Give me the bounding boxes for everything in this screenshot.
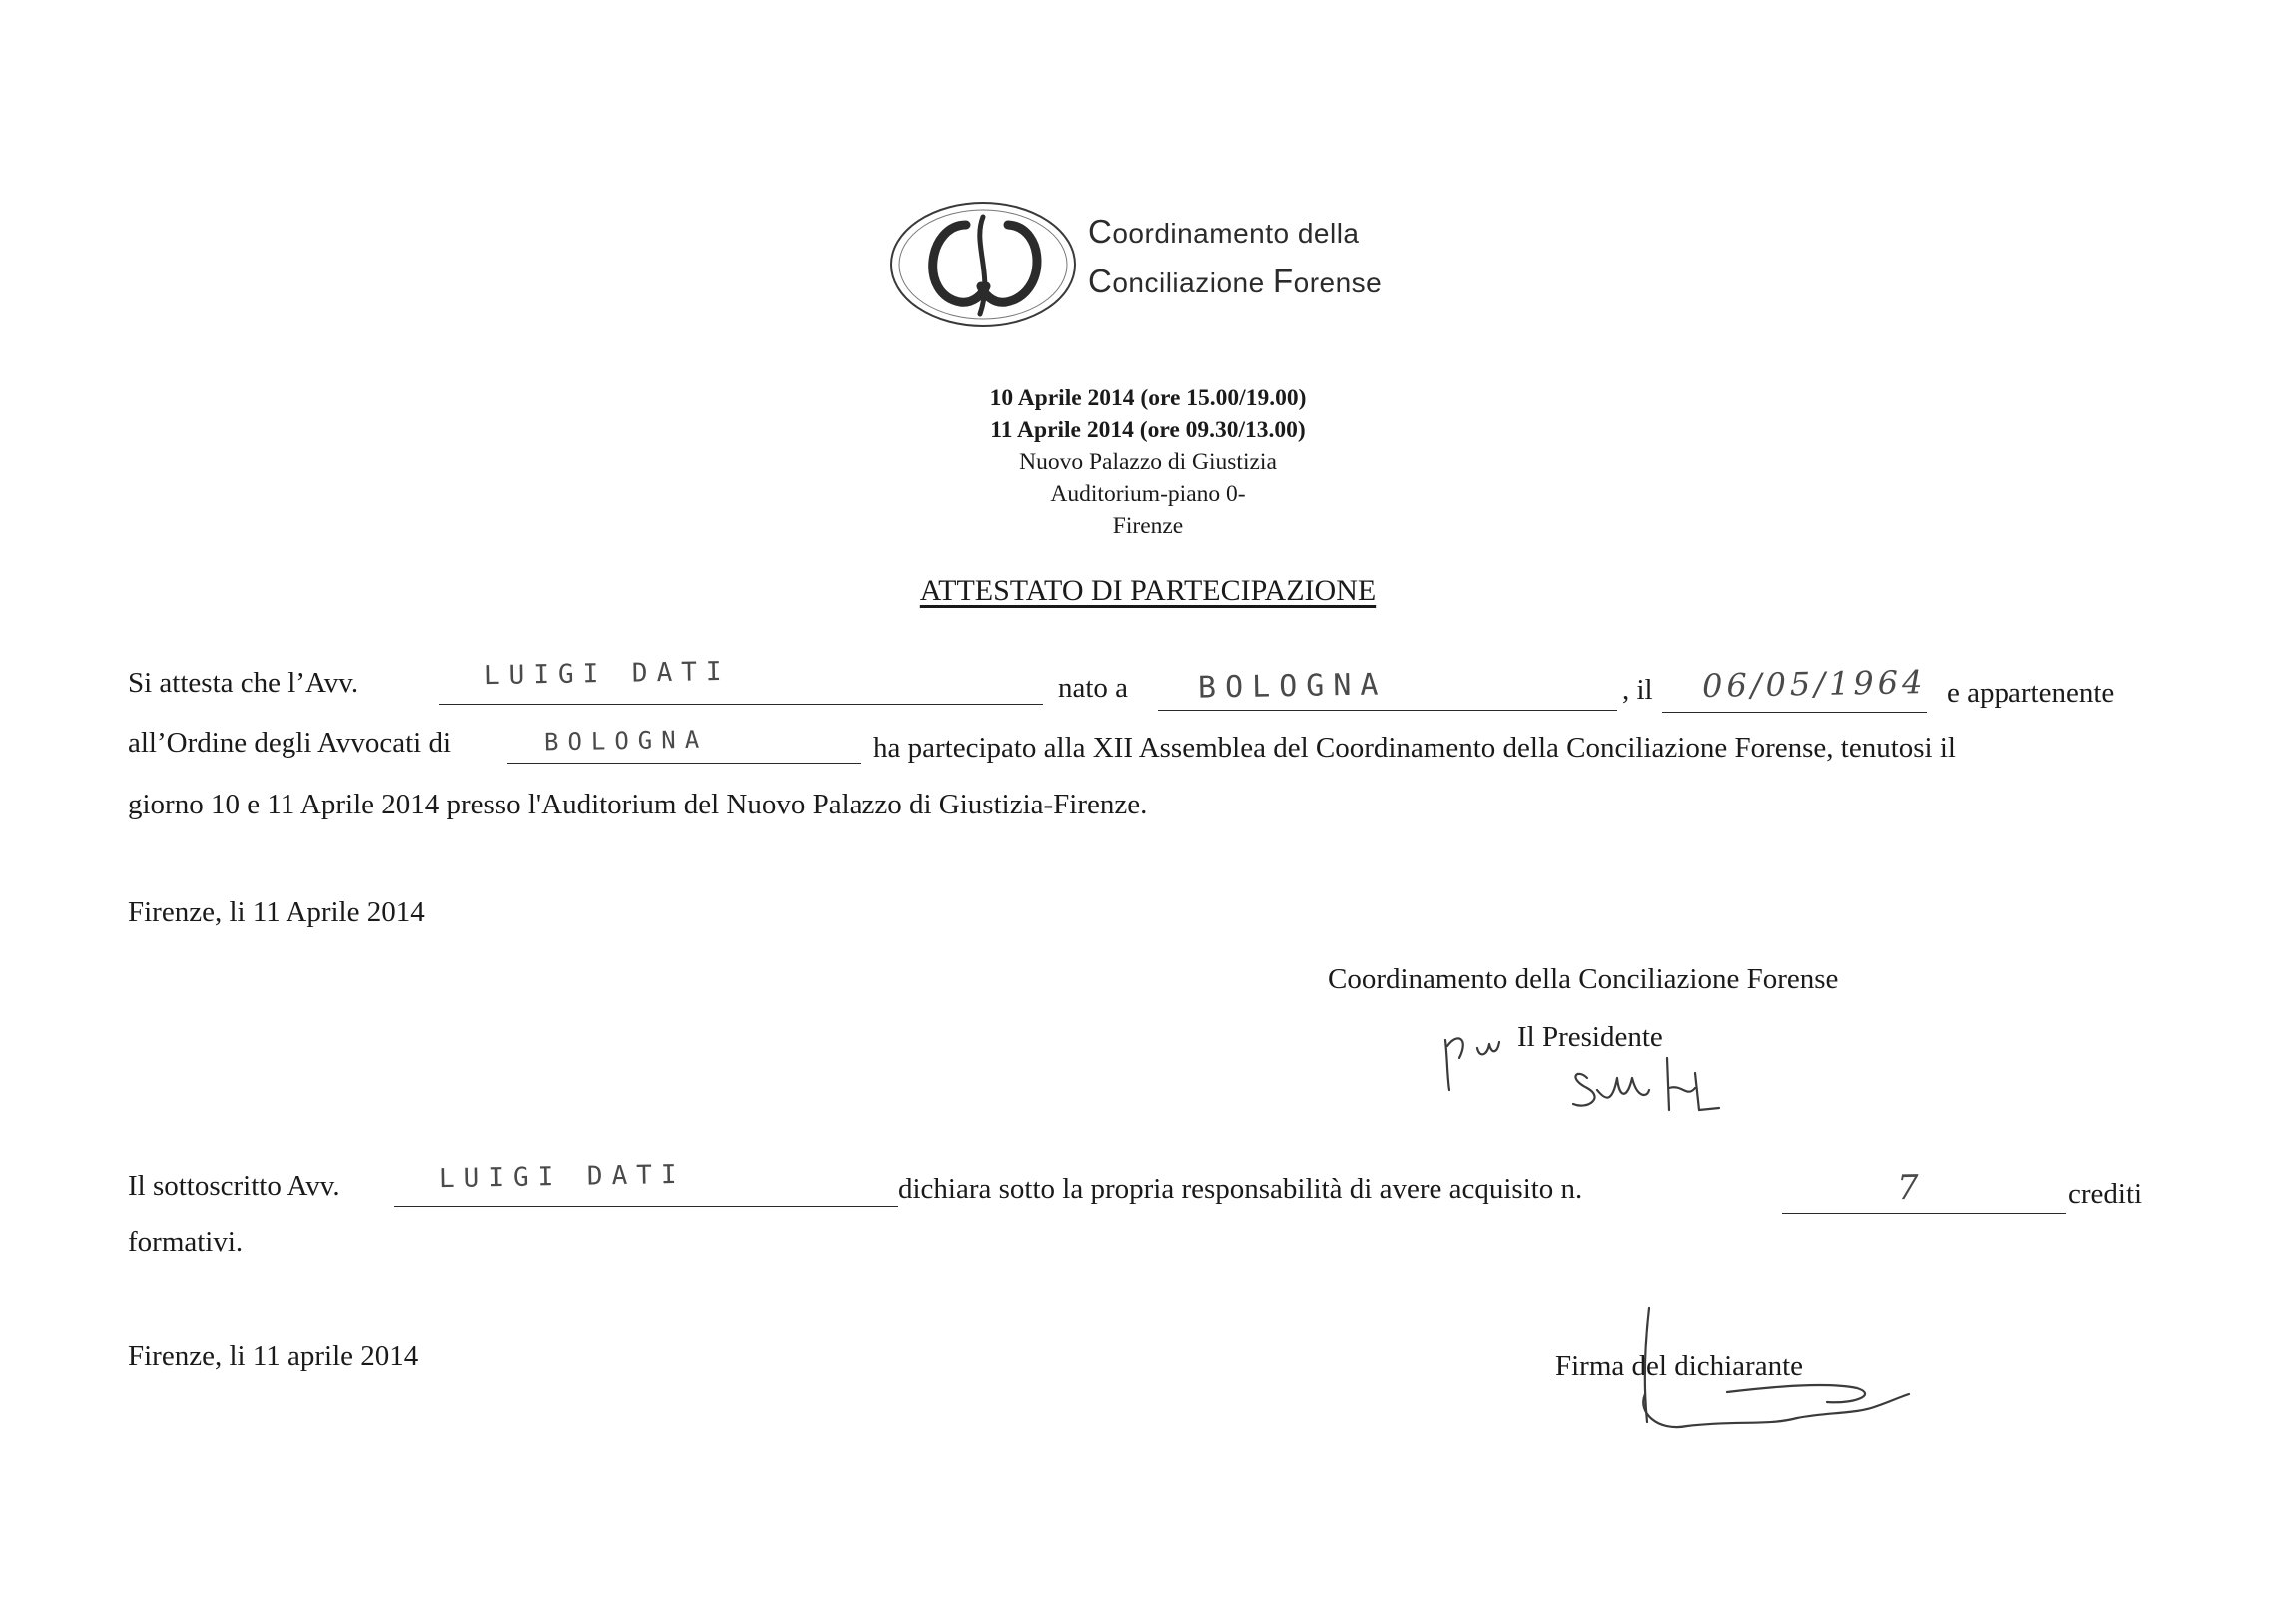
issuer-organization: Coordinamento della Conciliazione Forense: [1328, 963, 1839, 995]
event-date-2: 11 Aprile 2014 (ore 09.30/13.00): [990, 417, 1306, 443]
credits-blank: [1782, 1213, 2066, 1214]
attest-line3: giorno 10 e 11 Aprile 2014 presso l'Auditorium del Nuovo Palazzo di Giustizia-Firenze.: [128, 789, 1148, 820]
logo-line-2: Conciliazione Forense: [1088, 263, 1383, 299]
date-label: , il: [1622, 674, 1653, 706]
declaration-prefix: Il sottoscritto Avv.: [128, 1170, 340, 1202]
ccf-monogram-icon: [888, 195, 1078, 334]
place-date-2: Firenze, li 11 aprile 2014: [128, 1341, 419, 1372]
declaration-middle: dichiara sotto la propria responsabilità di avere acquisito n.: [898, 1173, 1583, 1205]
declaration-suffix: crediti: [2068, 1178, 2143, 1210]
issuer-role: Il Presidente: [1517, 1021, 1663, 1053]
event-city: Firenze: [1112, 513, 1184, 539]
handwritten-credits: 7: [1896, 1167, 1923, 1209]
attest-line2-rest: ha partecipato alla XII Assemblea del Coordinamento della Conciliazione Forense, tenutosi il: [873, 732, 1956, 764]
declarant-signature: [1627, 1303, 1937, 1442]
handwritten-birthdate: 06/05/1964: [1701, 663, 1927, 705]
belonging-label: e appartenente: [1947, 677, 2115, 709]
order-city-blank: [507, 763, 861, 764]
event-date-1: 10 Aprile 2014 (ore 15.00/19.00): [989, 385, 1307, 411]
birthdate-blank: [1662, 712, 1927, 713]
birthplace-blank: [1158, 710, 1617, 711]
signature-label: Firma del dichiarante: [1555, 1350, 1804, 1382]
handwritten-name: LUIGI DATI: [483, 656, 731, 692]
document-title: ATTESTATO DI PARTECIPAZIONE: [919, 574, 1377, 607]
event-venue: Nuovo Palazzo di Giustizia: [1019, 449, 1277, 475]
place-date-1: Firenze, li 11 Aprile 2014: [128, 896, 425, 928]
name-blank: [439, 704, 1043, 705]
handwritten-order-city: BOLOGNA: [543, 725, 709, 757]
born-label: nato a: [1058, 672, 1129, 704]
logo-line-1: Coordinamento della: [1088, 213, 1360, 250]
event-info: [849, 382, 1447, 542]
attest-prefix: Si attesta che l’Avv.: [128, 667, 359, 699]
logo: [888, 195, 1447, 334]
declaration-name-blank: [394, 1206, 898, 1207]
order-label: all’Ordine degli Avvocati di: [128, 727, 452, 759]
president-signature: [1437, 1018, 1737, 1118]
event-room: Auditorium-piano 0-: [1050, 481, 1246, 507]
handwritten-birthplace: BOLOGNA: [1197, 667, 1388, 706]
handwritten-declaration-name: LUIGI DATI: [438, 1159, 686, 1195]
declaration-line2: formativi.: [128, 1226, 244, 1258]
